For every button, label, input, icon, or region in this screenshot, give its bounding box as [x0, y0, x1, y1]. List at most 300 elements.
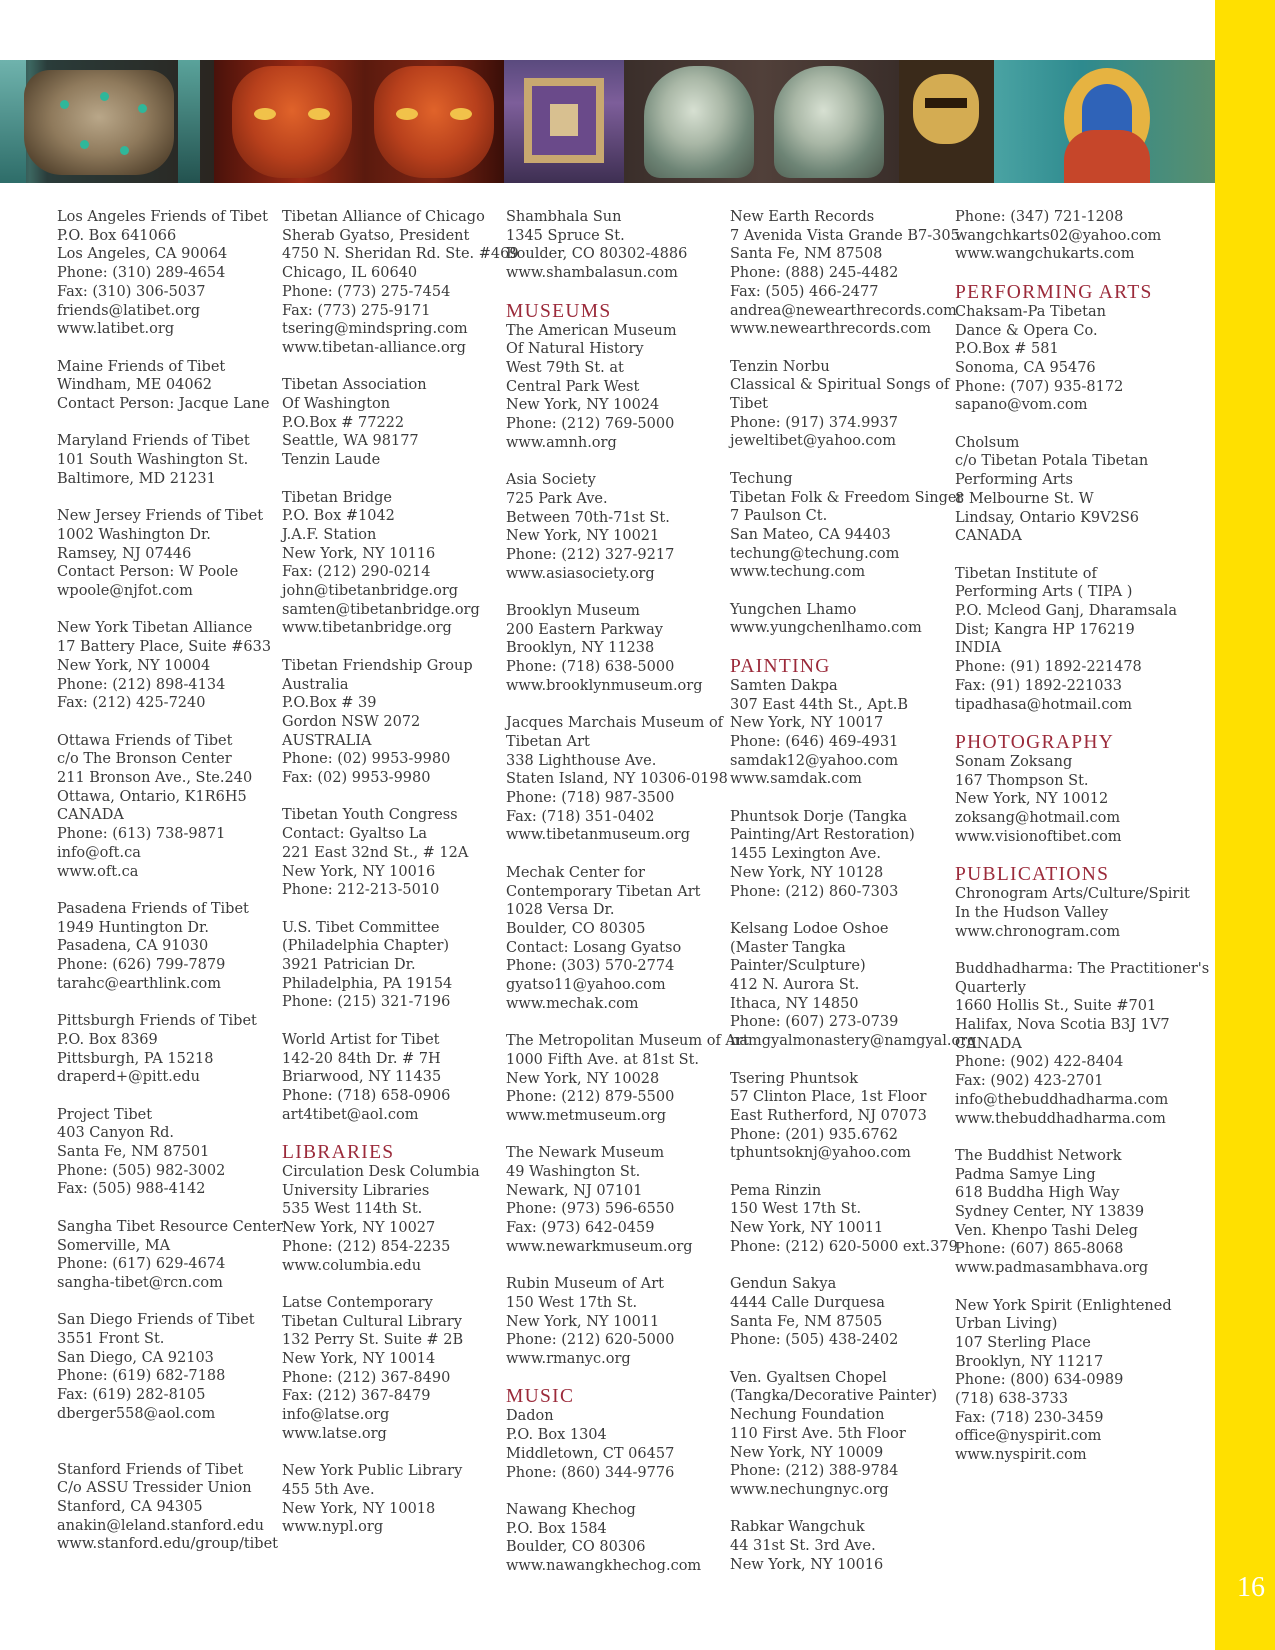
entry-line: Fax: (02) 9953-9980: [282, 770, 431, 787]
entry-line: New York, NY 10018: [282, 1500, 436, 1517]
entry-line: CANADA: [955, 1035, 1022, 1052]
entry-line: P.O. Box 1304: [506, 1427, 607, 1444]
contact-link[interactable]: www.latse.org: [282, 1425, 387, 1442]
contact-link[interactable]: www.samdak.com: [730, 771, 862, 788]
entry-line: New York Public Library: [282, 1463, 463, 1480]
blue-buddha-image: [994, 60, 1215, 183]
entry-line: The Buddhist Network: [955, 1147, 1122, 1164]
entry-line: New York, NY 10011: [730, 1220, 884, 1237]
directory-entry: [955, 864, 1190, 941]
directory-entry: [57, 1218, 289, 1293]
entry-line: Phone: (212) 620-5000: [506, 1332, 675, 1349]
entry-line: 221 East 32nd St., # 12A: [282, 844, 469, 861]
contact-link[interactable]: www.padmasambhava.org: [955, 1260, 1149, 1277]
entry-line: P.O. Box #1042: [282, 508, 395, 525]
silver-vessel-image: [0, 60, 214, 183]
entry-line: San Diego, CA 92103: [57, 1349, 214, 1366]
contact-link[interactable]: www.nypl.org: [282, 1519, 384, 1536]
contact-link[interactable]: www.tibetanbridge.org: [282, 620, 452, 637]
entry-line: San Mateo, CA 94403: [730, 526, 891, 543]
directory-column: [506, 208, 749, 1594]
entry-line: Performing Arts: [955, 472, 1073, 489]
directory-entry: [57, 1311, 289, 1423]
entry-line: Sydney Center, NY 13839: [955, 1204, 1145, 1221]
contact-link[interactable]: www.shambalasun.com: [506, 265, 678, 282]
entry-line: Brooklyn Museum: [506, 603, 640, 620]
entry-line: Phone: (626) 799-7879: [57, 957, 226, 974]
directory-entry: [955, 960, 1210, 1128]
entry-line: Fax: (310) 306-5037: [57, 283, 206, 300]
entry-line: Brooklyn, NY 11217: [955, 1353, 1104, 1370]
entry-line: Fax: (619) 282-8105: [57, 1387, 206, 1404]
entry-line: Phone: (201) 935.6762: [730, 1126, 899, 1143]
directory-column: [282, 208, 519, 1556]
section-heading: MUSEUMS: [506, 300, 612, 322]
contact-link[interactable]: jeweltibet@yahoo.com: [730, 433, 896, 450]
entry-line: 1002 Washington Dr.: [57, 526, 211, 543]
entry-line: Tsering Phuntsok: [730, 1070, 858, 1087]
entry-line: Phone: (212) 860-7303: [730, 883, 899, 900]
contact-link[interactable]: www.brooklynmuseum.org: [506, 677, 703, 694]
directory-entry: [506, 602, 738, 696]
contact-link[interactable]: www.chronogram.com: [955, 923, 1121, 940]
entry-line: 412 N. Aurora St.: [730, 977, 860, 994]
contact-link[interactable]: tsering@mindspring.com: [282, 321, 468, 338]
directory-entry: [57, 732, 289, 882]
entry-line: Circulation Desk Columbia: [282, 1164, 480, 1181]
entry-line: Maine Friends of Tibet: [57, 358, 226, 375]
entry-line: (Philadelphia Chapter): [282, 938, 450, 955]
entry-line: In the Hudson Valley: [955, 904, 1109, 921]
entry-line: Philadelphia, PA 19154: [282, 975, 453, 992]
entry-line: Phone: (212) 367-8490: [282, 1369, 451, 1386]
directory-entry: [57, 358, 289, 414]
contact-link[interactable]: samten@tibetanbridge.org: [282, 601, 480, 618]
entry-line: San Diego Friends of Tibet: [57, 1312, 255, 1329]
entry-line: AUSTRALIA: [282, 732, 372, 749]
entry-line: 17 Battery Place, Suite #633: [57, 639, 272, 656]
entry-line: New York, NY 10028: [506, 1070, 660, 1087]
entry-line: Asia Society: [506, 472, 596, 489]
entry-line: Phone: (607) 273-0739: [730, 1014, 899, 1031]
entry-line: Mechak Center for: [506, 864, 645, 881]
entry-line: Contemporary Tibetan Art: [506, 883, 701, 900]
entry-line: Fax: (718) 351-0402: [506, 808, 655, 825]
contact-link[interactable]: www.oft.ca: [57, 863, 139, 880]
entry-line: 44 31st St. 3rd Ave.: [730, 1538, 876, 1555]
entry-line: 618 Buddha High Way: [955, 1185, 1120, 1202]
directory-entry: [730, 1518, 962, 1574]
entry-line: Phone: (617) 629-4674: [57, 1256, 226, 1273]
entry-line: Stanford Friends of Tibet: [57, 1461, 244, 1478]
entry-line: The American Museum: [506, 322, 677, 339]
entry-line: Maryland Friends of Tibet: [57, 433, 250, 450]
entry-line: Latse Contemporary: [282, 1294, 433, 1311]
entry-line: 4750 N. Sheridan Rd. Ste. #469: [282, 246, 519, 263]
entry-line: Dist; Kangra HP 176219: [955, 621, 1135, 638]
entry-line: Santa Fe, NM 87505: [730, 1313, 883, 1330]
entry-line: East Rutherford, NJ 07073: [730, 1107, 927, 1124]
entry-line: 8 Melbourne St. W: [955, 490, 1094, 507]
entry-line: New York, NY 10024: [506, 397, 660, 414]
entry-line: P.O. Box 8369: [57, 1031, 158, 1048]
directory-column: [955, 208, 1210, 1484]
entry-line: Yungchen Lhamo: [730, 601, 857, 618]
directory-entry: [57, 619, 289, 713]
entry-line: New York, NY 10014: [282, 1351, 436, 1368]
entry-line: Staten Island, NY 10306-0198: [506, 771, 728, 788]
entry-line: Sonam Zoksang: [955, 753, 1073, 770]
entry-line: Ven. Gyaltsen Chopel: [730, 1369, 887, 1386]
entry-line: 142-20 84th Dr. # 7H: [282, 1050, 441, 1067]
entry-line: Phone: (303) 570-2774: [506, 958, 675, 975]
entry-line: Tibetan Institute of: [955, 565, 1097, 582]
entry-line: Project Tibet: [57, 1106, 153, 1123]
contact-link[interactable]: www.nechungnyc.org: [730, 1481, 889, 1498]
entry-line: 101 South Washington St.: [57, 452, 249, 469]
entry-line: Tenzin Laude: [282, 452, 381, 469]
entry-line: New York, NY 10012: [955, 791, 1109, 808]
entry-line: University Libraries: [282, 1182, 430, 1199]
entry-line: Phone: (505) 982-3002: [57, 1162, 226, 1179]
contact-link[interactable]: art4tibet@aol.com: [282, 1106, 419, 1123]
entry-line: The Newark Museum: [506, 1145, 665, 1162]
contact-link[interactable]: info@oft.ca: [57, 844, 141, 861]
contact-link[interactable]: wangchkarts02@yahoo.com: [955, 227, 1162, 244]
directory-entry: [730, 1275, 962, 1350]
entry-line: 307 East 44th St., Apt.B: [730, 696, 909, 713]
directory-entry: [282, 1294, 514, 1444]
directory-entry: [57, 1461, 289, 1555]
contact-link[interactable]: www.tibetanmuseum.org: [506, 827, 691, 844]
directory-entry: [730, 1369, 962, 1500]
entry-line: Contact: Losang Gyatso: [506, 939, 682, 956]
entry-line: Sonoma, CA 95476: [955, 359, 1096, 376]
directory-entry: [955, 565, 1187, 715]
entry-line: (Master Tangka: [730, 939, 846, 956]
contact-link[interactable]: tphuntsoknj@yahoo.com: [730, 1145, 911, 1162]
entry-line: CANADA: [955, 528, 1022, 545]
contact-link[interactable]: www.rmanyc.org: [506, 1351, 631, 1368]
contact-link[interactable]: info@thebuddhadharma.com: [955, 1091, 1169, 1108]
entry-line: Chicago, IL 60640: [282, 265, 418, 282]
entry-line: Phone: (800) 634-0989: [955, 1372, 1124, 1389]
entry-line: Phone: (02) 9953-9980: [282, 751, 451, 768]
contact-link[interactable]: www.stanford.edu/group/tibet: [57, 1536, 278, 1553]
mandala-image: [504, 60, 624, 183]
entry-line: Pasadena, CA 91030: [57, 938, 209, 955]
entry-line: Tibetan Alliance of Chicago: [282, 209, 485, 225]
contact-link[interactable]: office@nyspirit.com: [955, 1428, 1102, 1445]
contact-link[interactable]: tipadhasa@hotmail.com: [955, 696, 1133, 713]
entry-line: P.O.Box # 39: [282, 695, 377, 712]
entry-line: Phone: 212-213-5010: [282, 882, 440, 899]
entry-line: New York, NY 10116: [282, 545, 436, 562]
entry-line: Windham, ME 04062: [57, 377, 213, 394]
entry-line: Dadon: [506, 1408, 554, 1425]
directory-entry: [506, 1032, 749, 1126]
entry-line: P.O.Box # 581: [955, 341, 1059, 358]
entry-line: c/o The Bronson Center: [57, 751, 232, 768]
entry-line: Somerville, MA: [57, 1237, 171, 1254]
entry-line: Chronogram Arts/Culture/Spirit: [955, 886, 1190, 903]
contact-link[interactable]: friends@latibet.org: [57, 302, 201, 319]
contact-link[interactable]: www.newearthrecords.com: [730, 321, 932, 338]
entry-line: Ithaca, NY 14850: [730, 995, 859, 1012]
entry-line: 1949 Huntington Dr.: [57, 919, 209, 936]
entry-line: Samten Dakpa: [730, 677, 838, 694]
entry-line: Painter/Sculpture): [730, 958, 866, 975]
entry-line: 167 Thompson St.: [955, 772, 1089, 789]
entry-line: Phone: (718) 638-5000: [506, 659, 675, 676]
entry-line: Tibetan Friendship Group: [282, 657, 473, 674]
entry-line: New York, NY 10017: [730, 715, 884, 732]
contact-link[interactable]: www.techung.com: [730, 564, 866, 581]
entry-line: 200 Eastern Parkway: [506, 621, 663, 638]
entry-line: New York, NY 10004: [57, 657, 211, 674]
directory-entry: [730, 208, 962, 339]
entry-line: Phone: (212) 388-9784: [730, 1463, 899, 1480]
entry-line: Buddhadharma: The Practitioner's: [955, 960, 1210, 977]
entry-line: 107 Sterling Place: [955, 1334, 1091, 1351]
entry-line: Pittsburgh Friends of Tibet: [57, 1013, 257, 1030]
entry-line: Phone: (718) 658-0906: [282, 1087, 451, 1104]
entry-line: Fax: (505) 466-2477: [730, 283, 879, 300]
entry-line: Contact: Gyaltso La: [282, 826, 428, 843]
directory-entry: [506, 208, 738, 283]
entry-line: Quarterly: [955, 979, 1026, 996]
entry-line: 1028 Versa Dr.: [506, 902, 615, 919]
entry-line: New York, NY 10021: [506, 528, 660, 545]
entry-line: New York, NY 10016: [730, 1556, 884, 1573]
entry-line: Phone: (718) 987-3500: [506, 790, 675, 807]
entry-line: c/o Tibetan Potala Tibetan: [955, 453, 1149, 470]
entry-line: Tibetan Bridge: [282, 489, 392, 506]
contact-link[interactable]: www.nawangkhechog.com: [506, 1558, 702, 1575]
contact-link[interactable]: www.columbia.edu: [282, 1257, 422, 1274]
section-heading: MUSIC: [506, 1386, 575, 1408]
entry-line: Fax: (902) 423-2701: [955, 1073, 1104, 1090]
entry-line: Los Angeles, CA 90064: [57, 246, 228, 263]
entry-line: Tenzin Norbu: [730, 358, 830, 375]
contact-link[interactable]: www.thebuddhadharma.com: [955, 1110, 1166, 1127]
directory-entry: [282, 657, 514, 788]
directory-entry: [506, 714, 738, 845]
contact-link[interactable]: www.metmuseum.org: [506, 1107, 667, 1124]
contact-link[interactable]: john@tibetanbridge.org: [282, 583, 459, 600]
contact-link[interactable]: andrea@newearthrecords.com: [730, 302, 957, 319]
entry-line: Ven. Khenpo Tashi Deleg: [955, 1222, 1138, 1239]
directory-entry: [506, 1387, 738, 1482]
contact-link[interactable]: www.tibetan-alliance.org: [282, 339, 466, 356]
contact-link[interactable]: anakin@leland.stanford.edu: [57, 1517, 264, 1534]
entry-line: INDIA: [955, 640, 1002, 657]
contact-link[interactable]: draperd+@pitt.edu: [57, 1069, 200, 1086]
entry-line: Cholsum: [955, 434, 1020, 451]
directory-entry: [282, 376, 514, 470]
entry-line: Chaksam-Pa Tibetan: [955, 303, 1106, 320]
entry-line: CANADA: [57, 807, 124, 824]
contact-link[interactable]: samdak12@yahoo.com: [730, 752, 899, 769]
entry-line: Fax: (212) 425-7240: [57, 695, 206, 712]
entry-line: P.O. Box 1584: [506, 1520, 607, 1537]
entry-line: New York Tibetan Alliance: [57, 620, 253, 637]
entry-line: Phone: (91) 1892-221478: [955, 659, 1142, 676]
entry-line: 4444 Calle Durquesa: [730, 1294, 885, 1311]
entry-line: Tibet: [730, 396, 768, 413]
directory-entry: [730, 1070, 962, 1164]
entry-line: Newark, NJ 07101: [506, 1182, 643, 1199]
entry-line: Fax: (773) 275-9171: [282, 302, 431, 319]
entry-line: Rubin Museum of Art: [506, 1276, 664, 1293]
directory-entry: [506, 302, 738, 453]
entry-line: 150 West 17th St.: [730, 1201, 862, 1218]
contact-link[interactable]: www.yungchenlhamo.com: [730, 620, 922, 637]
entry-line: Nawang Khechog: [506, 1501, 636, 1518]
entry-line: Phone: (888) 245-4482: [730, 265, 899, 282]
directory-entry: [730, 1182, 962, 1257]
entry-line: (718) 638-3733: [955, 1391, 1069, 1408]
contact-link[interactable]: techung@techung.com: [730, 545, 900, 562]
entry-line: 150 West 17th St.: [506, 1294, 638, 1311]
entry-line: Phone: (212) 879-5500: [506, 1089, 675, 1106]
directory-entry: [730, 358, 962, 452]
contact-link[interactable]: www.wangchukarts.com: [955, 246, 1135, 263]
entry-line: J.A.F. Station: [282, 526, 377, 543]
contact-link[interactable]: sapano@vom.com: [955, 397, 1088, 414]
entry-line: Padma Samye Ling: [955, 1166, 1096, 1183]
entry-line: Halifax, Nova Scotia B3J 1V7: [955, 1017, 1170, 1034]
painted-bells-image: [624, 60, 899, 183]
entry-line: The Metropolitan Museum of Art: [506, 1033, 749, 1050]
entry-line: Phone: (212) 620-5000 ext.379: [730, 1238, 958, 1255]
directory-entry: [57, 1106, 289, 1200]
entry-line: Urban Living): [955, 1316, 1058, 1333]
entry-line: Nechung Foundation: [730, 1407, 885, 1424]
directory-entry: [730, 657, 962, 789]
contact-link[interactable]: www.visionoftibet.com: [955, 828, 1122, 845]
directory-entry: [955, 733, 1187, 847]
entry-line: Jacques Marchais Museum of: [506, 715, 724, 732]
directory-entry: [57, 208, 289, 339]
directory-entry: [506, 864, 738, 1014]
entry-line: New York, NY 10011: [506, 1313, 660, 1330]
contact-link[interactable]: www.mechak.com: [506, 995, 639, 1012]
entry-line: Boulder, CO 80305: [506, 920, 646, 937]
entry-line: Middletown, CT 06457: [506, 1445, 675, 1462]
directory-entry: [955, 1147, 1187, 1278]
entry-line: Gendun Sakya: [730, 1276, 837, 1293]
contact-link[interactable]: gyatso11@yahoo.com: [506, 977, 666, 994]
entry-line: 1660 Hollis St., Suite #701: [955, 998, 1157, 1015]
entry-line: Rabkar Wangchuk: [730, 1519, 865, 1536]
contact-link[interactable]: zoksang@hotmail.com: [955, 810, 1121, 827]
entry-line: Briarwood, NY 11435: [282, 1069, 442, 1086]
entry-line: Phone: (707) 935-8172: [955, 378, 1124, 395]
entry-line: Fax: (505) 988-4142: [57, 1181, 206, 1198]
entry-line: Sherab Gyatso, President: [282, 227, 470, 244]
entry-line: Painting/Art Restoration): [730, 827, 915, 844]
entry-line: 455 5th Ave.: [282, 1481, 375, 1498]
entry-line: World Artist for Tibet: [282, 1031, 440, 1048]
contact-link[interactable]: www.newarkmuseum.org: [506, 1238, 693, 1255]
contact-link[interactable]: dberger558@aol.com: [57, 1405, 216, 1422]
contact-link[interactable]: www.latibet.org: [57, 321, 175, 338]
entry-line: Tibetan Art: [506, 733, 590, 750]
entry-line: Ottawa Friends of Tibet: [57, 732, 233, 749]
entry-line: Baltimore, MD 21231: [57, 470, 216, 487]
entry-line: Phone: (212) 327-9217: [506, 546, 675, 563]
entry-line: Of Washington: [282, 396, 391, 413]
section-heading: PHOTOGRAPHY: [955, 731, 1115, 753]
entry-line: Phone: (215) 321-7196: [282, 994, 451, 1011]
directory-entry: [282, 1462, 514, 1537]
directory-entry: [282, 208, 519, 358]
section-heading: LIBRARIES: [282, 1142, 395, 1164]
entry-line: Phone: (347) 721-1208: [955, 209, 1124, 225]
contact-link[interactable]: wpoole@njfot.com: [57, 583, 193, 600]
directory-entry: [57, 1012, 289, 1087]
contact-link[interactable]: tarahc@earthlink.com: [57, 975, 221, 992]
directory-entry: [506, 471, 738, 583]
entry-line: New York, NY 10128: [730, 864, 884, 881]
entry-line: 110 First Ave. 5th Floor: [730, 1425, 906, 1442]
contact-link[interactable]: sangha-tibet@rcn.com: [57, 1274, 223, 1291]
contact-link[interactable]: www.asiasociety.org: [506, 565, 655, 582]
entry-line: P.O. Box 641066: [57, 227, 177, 244]
entry-line: Stanford, CA 94305: [57, 1498, 203, 1515]
entry-line: Tibetan Folk & Freedom Singer: [730, 489, 964, 506]
directory-column: [57, 208, 289, 1573]
entry-line: New Jersey Friends of Tibet: [57, 508, 264, 525]
entry-line: Contact Person: W Poole: [57, 564, 239, 581]
entry-line: Contact Person: Jacque Lane: [57, 396, 270, 413]
entry-line: Phone: (212) 769-5000: [506, 416, 675, 433]
entry-line: Brooklyn, NY 11238: [506, 640, 655, 657]
entry-line: Pema Rinzin: [730, 1182, 822, 1199]
entry-line: Phone: (310) 289-4654: [57, 265, 226, 282]
entry-line: Fax: (212) 367-8479: [282, 1388, 431, 1405]
entry-line: West 79th St. at: [506, 359, 624, 376]
entry-line: Phone: (607) 865-8068: [955, 1241, 1124, 1258]
entry-line: Phone: (973) 596-6550: [506, 1201, 675, 1218]
entry-line: Ramsey, NJ 07446: [57, 545, 192, 562]
entry-line: Phone: (860) 344-9776: [506, 1464, 675, 1481]
entry-line: Boulder, CO 80306: [506, 1539, 646, 1556]
directory-entry: [955, 283, 1187, 415]
entry-line: Lindsay, Ontario K9V2S6: [955, 509, 1139, 526]
entry-line: New York, NY 10009: [730, 1444, 884, 1461]
entry-line: 57 Clinton Place, 1st Floor: [730, 1089, 927, 1106]
entry-line: Phone: (902) 422-8404: [955, 1054, 1124, 1071]
entry-line: Phone: (773) 275-7454: [282, 283, 451, 300]
entry-line: 1345 Spruce St.: [506, 227, 625, 244]
entry-line: 725 Park Ave.: [506, 490, 608, 507]
contact-link[interactable]: www.amnh.org: [506, 434, 617, 451]
contact-link[interactable]: namgyalmonastery@namgyal.org: [730, 1033, 977, 1050]
entry-line: New York Spirit (Enlightened: [955, 1297, 1172, 1314]
contact-link[interactable]: www.nyspirit.com: [955, 1447, 1087, 1464]
yellow-side-bar: [1215, 0, 1275, 1650]
entry-line: Phone: (646) 469-4931: [730, 733, 899, 750]
entry-line: Phuntsok Dorje (Tangka: [730, 808, 908, 825]
contact-link[interactable]: info@latse.org: [282, 1407, 390, 1424]
skull-mask-image: [899, 60, 994, 183]
entry-line: Los Angeles Friends of Tibet: [57, 209, 268, 225]
entry-line: Australia: [282, 676, 349, 693]
entry-line: 132 Perry St. Suite # 2B: [282, 1332, 464, 1349]
directory-entry: [282, 919, 514, 1013]
